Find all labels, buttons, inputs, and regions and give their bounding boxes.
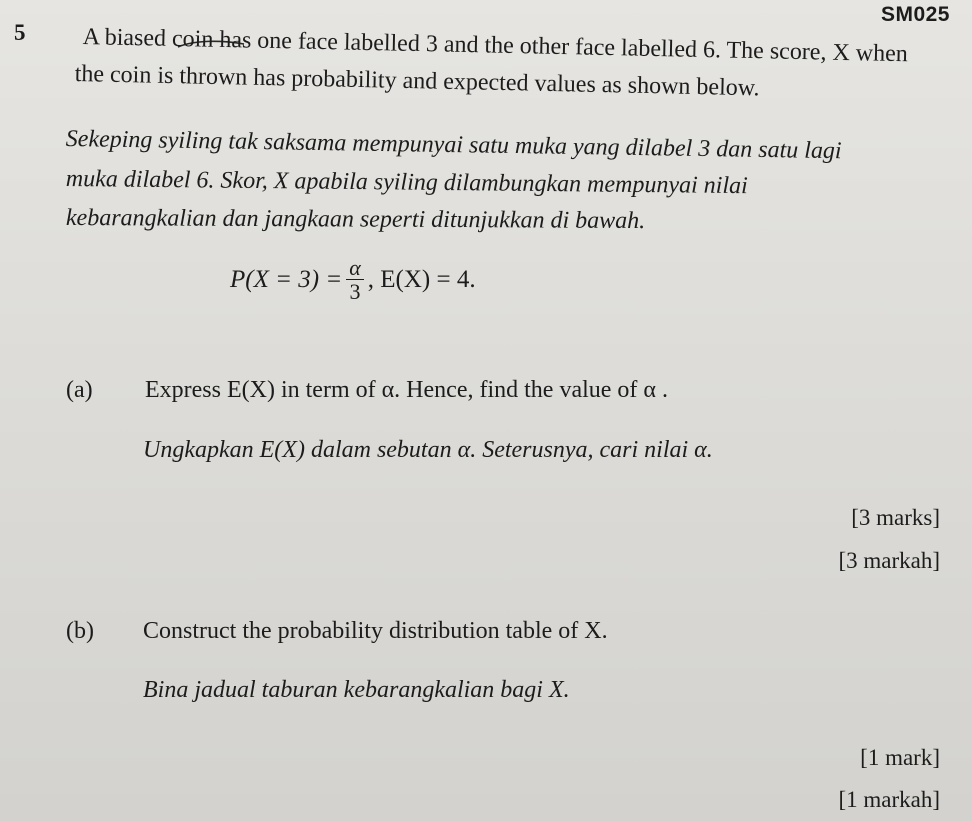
part-a-marks-ms: [3 markah] — [838, 548, 940, 573]
part-a-label: (a) — [66, 377, 93, 403]
part-a-english: Express E(X) in term of α. Hence, find the value of α . — [145, 377, 668, 403]
formula-fraction — [346, 256, 364, 303]
intro-line-2: the coin is thrown has probability and expected values as shown below. — [74, 61, 760, 102]
part-a-malay: Ungkapkan E(X) dalam sebutan α. Seterusnya, cari nilai α. — [143, 437, 713, 463]
formula-lhs: P(X = 3) = — [230, 265, 343, 293]
part-b-label: (b) — [66, 618, 94, 644]
paper-code: SM025 — [880, 3, 950, 26]
malay-intro-line-2: muka dilabel 6. Skor, X apabila syiling dilambungkan mempunyai nilai — [65, 166, 748, 200]
question-number: 5 — [14, 20, 26, 45]
given-formula — [230, 256, 476, 303]
part-b-english: Construct the probability distribution table of X. — [143, 618, 608, 644]
malay-intro-line-1: Sekeping syiling tak saksama mempunyai satu muka yang dilabel 3 dan satu lagi — [65, 126, 842, 165]
intro-line-1: A biased coin has one face labelled 3 and the other face labelled 6. The score, X when — [82, 24, 909, 68]
part-b-malay: Bina jadual taburan kebarangkalian bagi X. — [143, 677, 570, 703]
formula-rhs: , E(X) = 4. — [367, 265, 476, 293]
fraction-numerator: α — [346, 256, 364, 280]
part-a-marks-en: [3 marks] — [851, 505, 940, 530]
part-b-marks-en: [1 mark] — [860, 745, 940, 770]
part-b-marks-ms: [1 markah] — [838, 787, 940, 812]
fraction-denominator: 3 — [349, 279, 361, 305]
malay-intro-line-3: kebarangkalian dan jangkaan seperti ditunjukkan di bawah. — [65, 205, 646, 235]
